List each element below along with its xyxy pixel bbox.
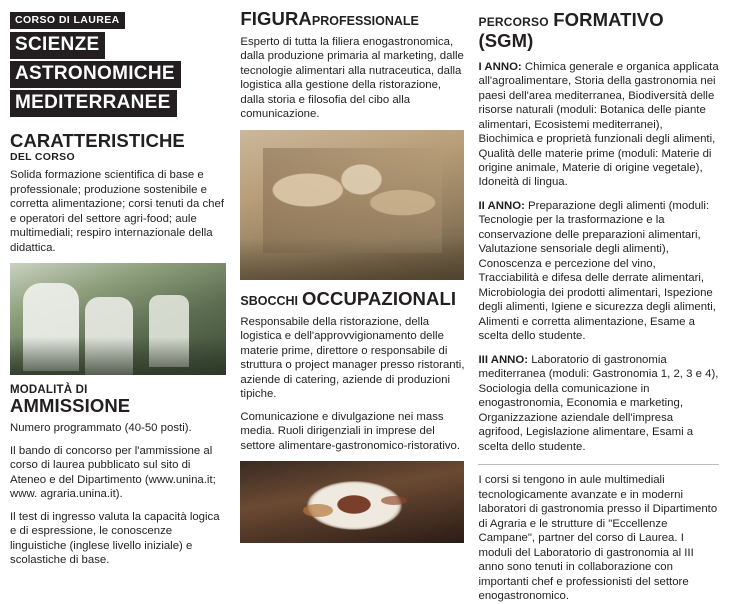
figura-heading-sub: PROFESSIONALE <box>311 14 419 28</box>
divider <box>478 464 719 465</box>
fresco-banquet-photo <box>240 130 464 280</box>
year-text-1: Chimica generale e organica applicata all'agroalimentare, Storia della gastronomia nei paesi dell'area mediterranea, Biodiversità delle risorse naturali (moduli: Botanica delle piante alimentari, Ecosistemi mediterranei), Biochimica e proprietà funzionali degli alimenti, Qualità delle materie prime (moduli: Materie di origine animale, Materie di origine vegetale), Idoneità di lingua. <box>478 60 719 189</box>
year-entry-3 <box>478 353 719 454</box>
course-title-line-1: SCIENZE <box>10 32 105 59</box>
ammissione-body-2: Il bando di concorso per l'ammissione al corso di laurea pubblicato sul sito di Ateneo e del Dipartimento (www.unina.it; www. agraria.unina.it). <box>10 444 216 501</box>
year-label-2: II ANNO: <box>478 199 525 212</box>
percorso-heading-sub: PERCORSO <box>478 15 549 29</box>
percorso-heading-main: FORMATIVO (SGM) <box>478 9 664 51</box>
ammissione-body-3: Il test di ingresso valuta la capacità logica e di espressione, le conoscenze linguistiche (inglese livello iniziale) e scolastiche di base. <box>10 510 220 567</box>
course-title-line-2: ASTRONOMICHE <box>10 61 181 88</box>
left-column <box>10 10 240 567</box>
middle-column <box>240 10 478 510</box>
year-label-3: III ANNO: <box>478 353 529 366</box>
course-title <box>10 32 226 119</box>
figura-heading-main: FIGURA <box>240 8 312 29</box>
caratteristiche-body: Solida formazione scientifica di base e professionale; produzione sostenibile e corretta alimentazione; corsi tenuti da chef e operatori del settore agri-food; aule multimediali; respiro internazionale della didattica. <box>10 169 225 254</box>
ammissione-heading-sub: MODALITÀ DI <box>10 384 88 397</box>
year-text-3: Laboratorio di gastronomia mediterranea (moduli: Gastronomia 1, 2, 3 e 4), Sociologia della comunicazione in enogastronomia, Economia e marketing, Organizzazione aziendale dell'impresa agrifood, Legislazione alimentare, Esami a scelta dello studente. <box>478 353 719 453</box>
year-entry-2 <box>478 199 719 344</box>
gourmet-dish-photo <box>240 461 464 543</box>
sbocchi-heading-main: OCCUPAZIONALI <box>302 287 457 309</box>
ammissione-heading <box>10 385 226 415</box>
ammissione-body-1: Numero programmato (40-50 posti). <box>10 422 192 435</box>
course-title-line-3: MEDITERRANEE <box>10 90 177 117</box>
caratteristiche-heading-sub: DEL CORSO <box>10 150 75 163</box>
year-label-1: I ANNO: <box>478 60 522 73</box>
percorso-footer: I corsi si tengono in aule multimediali tecnologicamente avanzate e in moderni laboratori di gastronomia presso il Dipartimento di Agraria e le strutture di "Eccellenze Campane", partner del corso di Laurea. I moduli del Laboratorio di gastronomia al III anno sono tenuti in collaborazione con importanti chef e professionisti del settore enogastronomico. <box>478 474 718 603</box>
sbocchi-body-1: Responsabile della ristorazione, della logistica e dell'approvvigionamento delle materie prime, direttore o responsabile di struttura o project manager presso ristoranti, aziende di catering, aziende di produzioni tipiche. <box>240 315 465 401</box>
sbocchi-heading-sub: SBOCCHI <box>240 293 299 308</box>
right-column <box>478 9 719 603</box>
caratteristiche-heading-main: CARATTERISTICHE <box>10 130 185 152</box>
course-kicker: CORSO DI LAUREA <box>10 12 125 29</box>
year-entry-1 <box>478 60 719 190</box>
sbocchi-heading <box>240 287 464 309</box>
year-text-2: Preparazione degli alimenti (moduli: Tecnologie per la trasformazione e la conservazione delle preparazioni alimentari, Valutazione sensoriale degli alimenti), Conoscenza e percezione del vino, Tracciabilità e difesa delle derrate alimentari, Microbiologia dei prodotti alimentari, Ispezione degli alimenti, Igiene e sicurezza degli alimenti, Alimenti e corretta alimentazione, Esame a scelta dello studente. <box>478 199 716 343</box>
ammissione-heading-main: AMMISSIONE <box>10 394 131 416</box>
laboratory-photo <box>10 263 226 375</box>
sbocchi-body-2: Comunicazione e divulgazione nei mass media. Ruoli dirigenziali in imprese del settore alimentare-gastronomico-ristorativo. <box>240 410 461 452</box>
caratteristiche-heading <box>10 132 226 162</box>
figura-body: Esperto di tutta la filiera enogastronomica, dalla produzione primaria al marketing, dalle tecnologie alimentari alla nutraceutica, dalla logistica alla gestione della ristorazione, dalla storia e filosofia del cibo alla comunicazione. <box>240 36 464 121</box>
figura-heading <box>240 10 464 29</box>
percorso-heading <box>478 10 719 52</box>
